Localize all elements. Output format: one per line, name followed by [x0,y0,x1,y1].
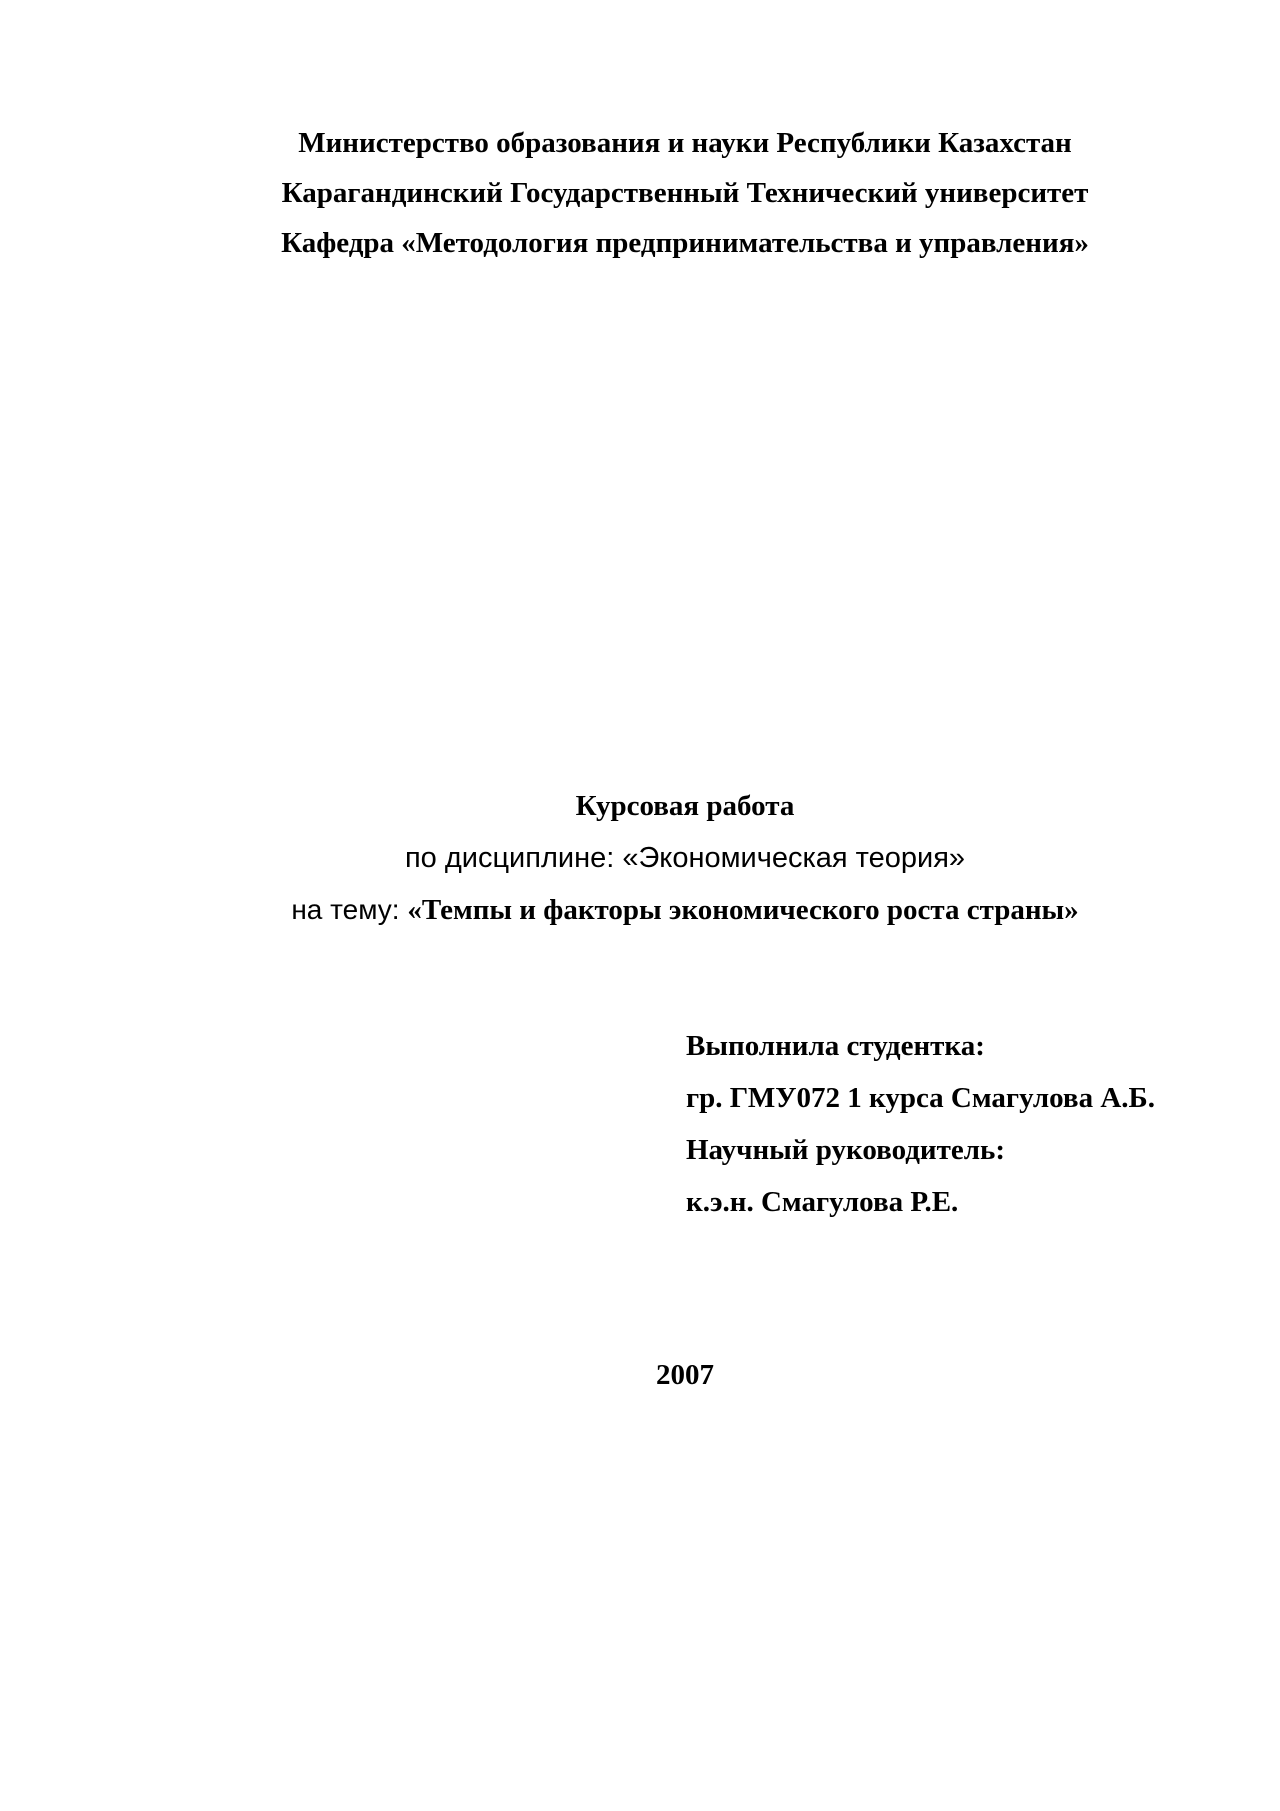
student-info: гр. ГМУ072 1 курса Смагулова А.Б. [686,1082,1155,1114]
supervisor-label: Научный руководитель: [686,1134,1005,1166]
work-type: Курсовая работа [575,790,795,822]
university-line: Карагандинский Государственный Технический университет [281,177,1089,209]
title-block [0,780,1280,936]
supervisor-info: к.э.н. Смагулова Р.Е. [686,1186,959,1218]
topic-prefix: на тему: [291,894,408,925]
ministry-line: Министерство образования и науки Республики Казахстан [298,127,1072,159]
topic-line [0,884,1280,936]
topic-title: «Темпы и факторы экономического роста страны» [407,894,1079,926]
department-line: Кафедра «Методология предпринимательства и управления» [281,227,1089,259]
discipline-line: по дисциплине: «Экономическая теория» [404,842,966,874]
year: 2007 [656,1359,714,1391]
performed-label: Выполнила студентка: [686,1030,985,1062]
institution-header [0,118,1280,268]
author-block [686,1020,1155,1228]
